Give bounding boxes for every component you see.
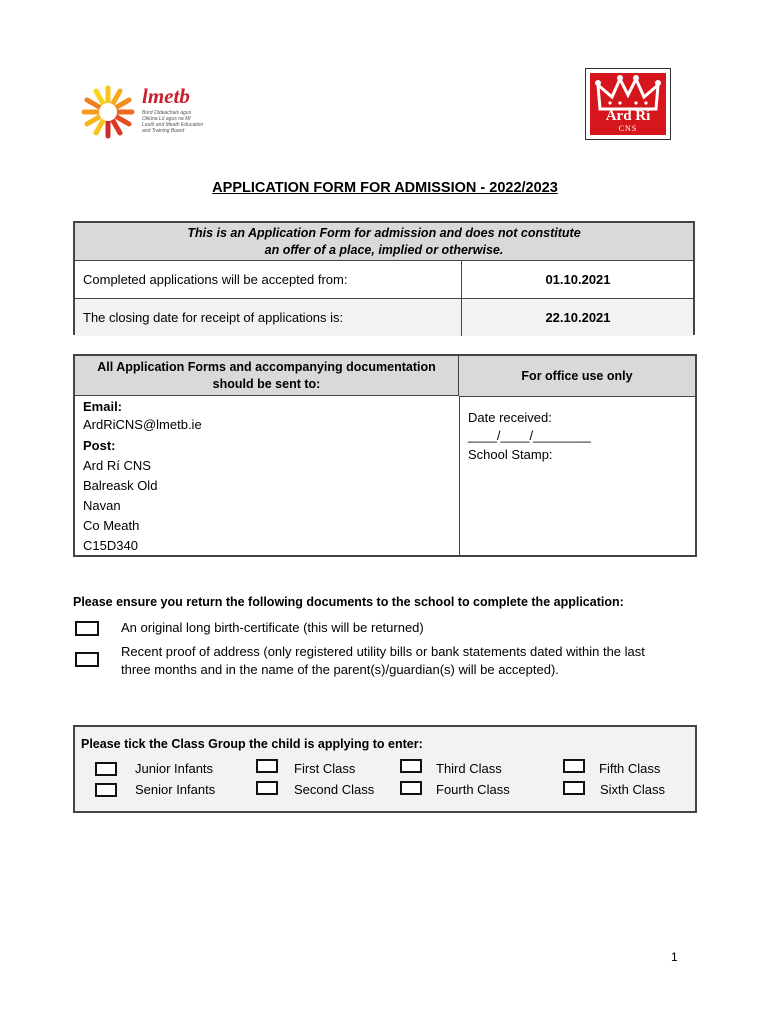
- sunburst-icon: [80, 82, 136, 140]
- class-group-heading: Please tick the Class Group the child is applying to enter:: [81, 737, 423, 751]
- date-received-field[interactable]: ____/____/________: [468, 428, 591, 443]
- send-to-header: [75, 356, 459, 396]
- school-logo: [585, 68, 671, 140]
- senior-infants-label: Senior Infants: [135, 782, 216, 797]
- proof-of-address-line-2: three months and in the name of the parent(s)/guardian(s) will be accepted).: [121, 662, 559, 677]
- senior-infants-checkbox[interactable]: [95, 783, 117, 797]
- second-class-checkbox[interactable]: [256, 781, 278, 795]
- send-to-header-line-1: All Application Forms and accompanying documentation: [97, 360, 436, 374]
- dates-table: [73, 221, 695, 335]
- closing-date-label: The closing date for receipt of applications is:: [83, 310, 344, 325]
- lmetb-logo: [80, 82, 220, 140]
- fourth-class-checkbox[interactable]: [400, 781, 422, 795]
- send-to-header-line-2: should be sent to:: [212, 377, 321, 391]
- accepted-from-label: Completed applications will be accepted from:: [83, 272, 348, 287]
- sixth-class-label: Sixth Class: [600, 782, 666, 797]
- accepted-from-date: 01.10.2021: [461, 261, 694, 298]
- third-class-checkbox[interactable]: [400, 759, 422, 773]
- junior-infants-checkbox[interactable]: [95, 762, 117, 776]
- first-class-label: First Class: [294, 761, 356, 776]
- lmetb-tagline: Bord Oideachais agus Oiliúna Lú agus na Mí Louth and Meath Education and Training Board: [142, 110, 204, 134]
- fifth-class-checkbox[interactable]: [563, 759, 585, 773]
- closing-date: 22.10.2021: [461, 299, 694, 336]
- fourth-class-label: Fourth Class: [436, 782, 510, 797]
- office-use-header: For office use only: [459, 356, 695, 397]
- email-address[interactable]: ArdRiCNS@lmetb.ie: [83, 417, 202, 432]
- lmetb-wordmark: lmetb: [142, 84, 190, 108]
- proof-of-address-text: [121, 643, 645, 679]
- school-stamp-label: School Stamp:: [468, 447, 553, 462]
- birth-cert-text: An original long birth-certificate (this will be returned): [121, 620, 424, 635]
- table-row: [75, 299, 693, 336]
- third-class-label: Third Class: [436, 761, 502, 776]
- address-cell: [75, 396, 460, 555]
- documents-heading: Please ensure you return the following documents to the school to complete the application:: [73, 595, 624, 609]
- school-logo-name: Ard Rí: [605, 108, 651, 124]
- birth-cert-checkbox[interactable]: [75, 621, 99, 636]
- office-use-cell: [460, 396, 695, 555]
- page-title: APPLICATION FORM FOR ADMISSION - 2022/2023: [212, 180, 558, 196]
- address-line: Co Meath: [83, 518, 140, 533]
- notice-header: [75, 223, 693, 261]
- notice-line-1: This is an Application Form for admission and does not constitute: [187, 226, 581, 240]
- school-logo-sub: CNS: [618, 124, 638, 133]
- address-line: Balreask Old: [83, 478, 158, 493]
- page-number: 1: [671, 950, 678, 964]
- table-row: [75, 261, 693, 299]
- proof-of-address-checkbox[interactable]: [75, 652, 99, 667]
- address-line: Navan: [83, 498, 121, 513]
- proof-of-address-line-1: Recent proof of address (only registered utility bills or bank statements dated within the last: [121, 644, 645, 659]
- fifth-class-label: Fifth Class: [599, 761, 661, 776]
- second-class-label: Second Class: [294, 782, 375, 797]
- address-line: C15D340: [83, 538, 138, 553]
- junior-infants-label: Junior Infants: [135, 761, 214, 776]
- post-label: Post:: [83, 438, 116, 453]
- sixth-class-checkbox[interactable]: [563, 781, 585, 795]
- first-class-checkbox[interactable]: [256, 759, 278, 773]
- notice-line-2: an offer of a place, implied or otherwise.: [264, 243, 504, 257]
- send-to-table: [73, 354, 697, 557]
- date-received-label: Date received:: [468, 410, 552, 425]
- address-line: Ard Rí CNS: [83, 458, 151, 473]
- email-label: Email:: [83, 399, 123, 414]
